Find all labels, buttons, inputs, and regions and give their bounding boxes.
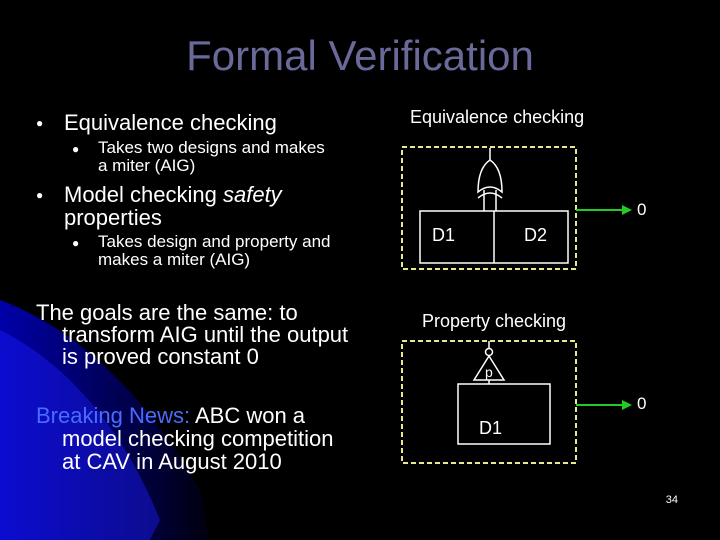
sub-bullet-model-line2: makes a miter (AIG) xyxy=(98,250,251,269)
news-text: ABC won a xyxy=(190,403,306,428)
bullet-icon: ● xyxy=(36,188,44,202)
sub-bullet-icon: ● xyxy=(72,236,80,250)
equiv-diagram xyxy=(402,147,632,269)
bullet-icon: ● xyxy=(36,116,44,130)
goals-line1: The goals are the same: to xyxy=(36,300,298,325)
bullet-model-checking-text: Model checking xyxy=(64,182,223,207)
equiv-d2-label: D2 xyxy=(524,225,548,245)
equiv-output-zero: 0 xyxy=(637,200,647,219)
bullet-model-checking-line2: properties xyxy=(64,205,162,230)
goals-line2: transform AIG until the output xyxy=(62,322,349,347)
news-line2: model checking competition xyxy=(62,426,334,451)
sub-bullet-equiv-line2: a miter (AIG) xyxy=(98,156,196,175)
sub-bullet-model-line1: Takes design and property and xyxy=(98,232,331,251)
equiv-d1-label: D1 xyxy=(432,225,456,245)
prop-d1-label: D1 xyxy=(479,418,503,438)
prop-diagram-title: Property checking xyxy=(422,311,567,331)
bullet-equivalence: Equivalence checking xyxy=(64,110,277,135)
prop-p-label: p xyxy=(485,364,493,380)
page-number: 34 xyxy=(665,494,678,506)
prop-output-zero: 0 xyxy=(637,394,647,413)
slide-title: Formal Verification xyxy=(186,32,534,79)
news-label: Breaking News: xyxy=(36,403,191,428)
goals-line3: is proved constant 0 xyxy=(62,344,259,369)
bullet-model-checking-italic: safety xyxy=(222,182,282,207)
sub-bullet-icon: ● xyxy=(72,142,80,156)
sub-bullet-equiv-line1: Takes two designs and makes xyxy=(98,138,325,157)
equiv-diagram-title: Equivalence checking xyxy=(410,107,585,127)
prop-diagram xyxy=(402,341,632,463)
news-line3: at CAV in August 2010 xyxy=(62,449,282,474)
